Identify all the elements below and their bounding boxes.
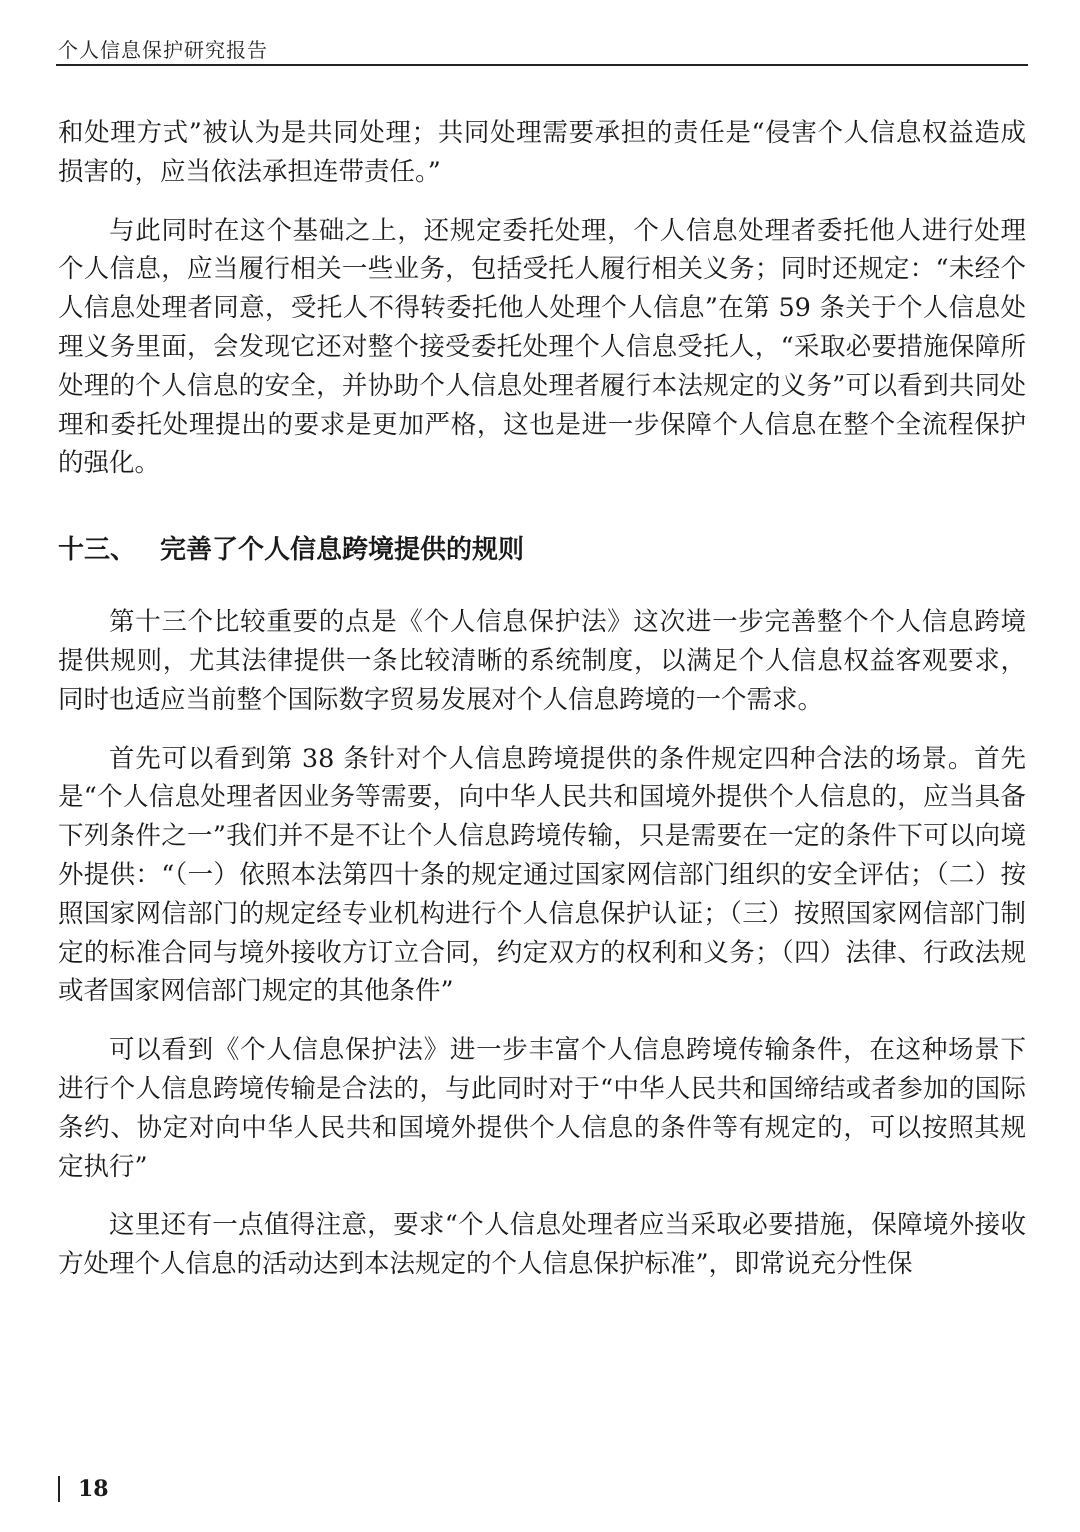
section-number: 十三、 [58,535,137,566]
header-rule [56,64,1028,66]
paragraphs-before [58,114,1026,483]
page-body [58,114,1026,1304]
paragraph: 与此同时在这个基础之上，还规定委托处理，个人信息处理者委托他人进行处理个人信息，应当履行相关一些业务，包括受托人履行相关义务；同时还规定：“未经个人信息处理者同意，受托人不得转委托他人处理个人信息”在第 59 条关于个人信息处理义务里面，会发现它还对整个接受委托处理个人信息受托人，“采取必要措施保障所处理的个人信息的安全，并协助个人信息处理者履行本法规定的义务”可以看到共同处理和委托处理提出的要求是更加严格，这也是进一步保障个人信息在整个全流程保护的强化。 [58,215,1026,479]
section-title: 完善了个人信息跨境提供的规则 [160,535,525,566]
section-heading [58,531,1026,569]
footer-bar [58,1476,60,1502]
running-header: 个人信息保护研究报告 [58,38,268,62]
paragraph: 可以看到《个人信息保护法》进一步丰富个人信息跨境传输条件，在这种场景下进行个人信息跨境传输是合法的，与此同时对于“中华人民共和国缔结或者参加的国际条约、协定对向中华人民共和国境外提供个人信息的条件等有规定的，可以按照其规定执行” [58,1035,1026,1182]
page-number: 18 [78,1476,109,1502]
paragraph: 第十三个比较重要的点是《个人信息保护法》这次进一步完善整个个人信息跨境提供规则，尤其法律提供一条比较清晰的系统制度，以满足个人信息权益客观要求，同时也适应当前整个国际数字贸易发展对个人信息跨境的一个需求。 [58,607,1026,715]
paragraphs-after [58,603,1026,1284]
paragraph: 这里还有一点值得注意，要求“个人信息处理者应当采取必要措施，保障境外接收方处理个人信息的活动达到本法规定的个人信息保护标准”，即常说充分性保 [58,1210,1026,1280]
paragraph: 首先可以看到第 38 条针对个人信息跨境提供的条件规定四种合法的场景。首先是“个人信息处理者因业务等需要，向中华人民共和国境外提供个人信息的，应当具备下列条件之一”我们并不是不让个人信息跨境传输，只是需要在一定的条件下可以向境外提供：“（一）依照本法第四十条的规定通过国家网信部门组织的安全评估；（二）按照国家网信部门的规定经专业机构进行个人信息保护认证；（三）按照国家网信部门制定的标准合同与境外接收方订立合同，约定双方的权利和义务；（四）法律、行政法规或者国家网信部门规定的其他条件” [58,743,1026,1007]
paragraph: 和处理方式”被认为是共同处理；共同处理需要承担的责任是“侵害个人信息权益造成损害的，应当依法承担连带责任。” [58,118,1026,187]
page-footer [58,1474,109,1504]
